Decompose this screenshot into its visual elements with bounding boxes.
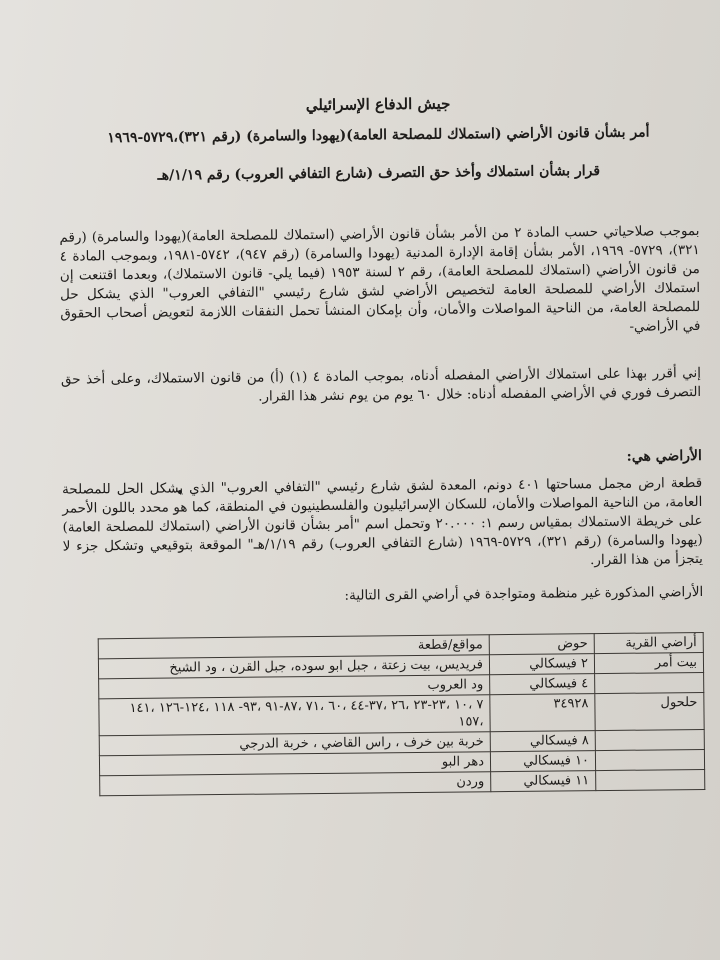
cell-locations: ٧ ،١٠ ،٢٣-٢٣ ،٢٦ ،٣٧-٤٤ ،٦٠ ،٧١ ،٨٧-٩١ ،٩٣- ١١٨ ،١٢٤-١٢٦ ،١٤١ ،١٥٧ <box>99 695 490 736</box>
order-line: أمر بشأن قانون الأراضي (استملاك للمصلحة العامة)(يهودا والسامرة) (رقم ٣٢١)،٥٧٢٩-١٩٦٩ <box>107 124 650 147</box>
cell-village: حلحول <box>595 692 704 730</box>
paragraph-decision: إني أقرر بهذا على استملاك الأراضي المفصله أدناه، بموجب المادة ٤ (١) (أ) من قانون الاستملاك، وعلى أخذ حق التصرف فوري في الأراضي المفصله أدناه: خلال ٦٠ يوم من يوم نشر هذا القرار. <box>60 364 702 405</box>
lands-table <box>98 632 706 796</box>
lands-heading: الأراضي هي: <box>626 447 702 465</box>
header-basin: حوض <box>489 634 594 655</box>
document-body <box>58 92 705 797</box>
cell-basin: ١١ فيسكالي <box>491 771 596 792</box>
header-locations: مواقع/قطعة <box>98 635 489 659</box>
cell-basin: ٨ فيسكالي <box>490 731 595 752</box>
table-row <box>99 692 704 735</box>
cell-locations: فريديس، بيت زعتة ، جبل ابو سوده، جبل القرن ، ود الشيخ <box>98 655 489 679</box>
cell-locations: خربة بين خرف ، راس القاضي ، خربة الدرجي <box>99 732 490 756</box>
cell-locations: دهر البو <box>99 752 490 776</box>
cell-village <box>595 749 704 770</box>
document-title: جيش الدفاع الإسرائيلي <box>305 94 451 115</box>
cell-village <box>595 672 704 693</box>
paragraph-authority: بموجب صلاحياتي حسب المادة ٢ من الأمر بشأن قانون الأراضي (استملاك للمصلحة العامة)(يهودا والسامرة) (رقم ٣٢١)، ٥٧٢٩- ١٩٦٩، الأمر بشأن إقامة الإدارة المدنية (يهودا والسامرة) (رقم ٩٤٧)، ٥٧٤٢-١٩٨١، وبموجب المادة ٤ من قانون الأراضي (استملاك للمصلحة العامة)، رقم ٢ لسنة ١٩٥٣ (فيما يلي- قانون الاستملاك)، وبعدما اقتنعت إن استملاك الأراضي للمصلحة العامة لتخصيص الأراضي لشق شارع رئيسي "التفافي العروب" الذي يشكل حل للمصلحة العامة، من الناحية المواصلات والأمان، وأن بإمكان المنشأ تحمل النفقات اللازمة لتعويض أصحاب الحقوق في الأراضي- <box>59 222 701 335</box>
cell-village <box>596 769 705 790</box>
cell-basin: ٢ فيسكالي <box>489 654 594 675</box>
paragraph-lands: قطعة ارض مجمل مساحتها ٤٠١ دونم، المعدة لشق شارع رئيسي "التفافي العروب" الذي يشكل الحل للمصلحة العامة، من الناحية المواصلات والأمان، للسكان الإسرائيليون والفلسطينيون في المنطقة، كما هو محدد باللون الأحمر على خريطة الاستملاك بمقياس رسم ١: ٢٠.٠٠٠ وتحمل اسم "أمر بشأن قانون الأراضي (استملاك للمصلحة العامة)(يهودا والسامرة) (رقم ٣٢١)، ٥٧٢٩-١٩٦٩ (شارع التفافي العروب) رقم ١/١٩/هـ" الموقعة بتوقيعي وتشكل جزء لا يتجزأ من هذا القرار. <box>62 474 703 569</box>
cell-locations: ود العروب <box>99 675 490 699</box>
cell-village: بيت أمر <box>594 652 703 673</box>
cell-village <box>595 729 704 750</box>
cell-basin: ١٠ فيسكالي <box>490 751 595 772</box>
cell-locations: وردن <box>100 772 491 796</box>
header-village: أراضي القرية <box>594 632 703 653</box>
paragraph-villages: الأراضي المذكورة غير منظمة ومتواجدة في أراضي القرى التالية: <box>344 583 704 604</box>
cell-basin: ٤ فيسكالي <box>490 674 595 695</box>
cell-basin: ٣٤٩٢٨ <box>490 694 595 732</box>
decision-line: قرار بشأن استملاك وأخذ حق التصرف (شارع التفافي العروب) رقم ١/١٩/هـ <box>157 163 601 184</box>
